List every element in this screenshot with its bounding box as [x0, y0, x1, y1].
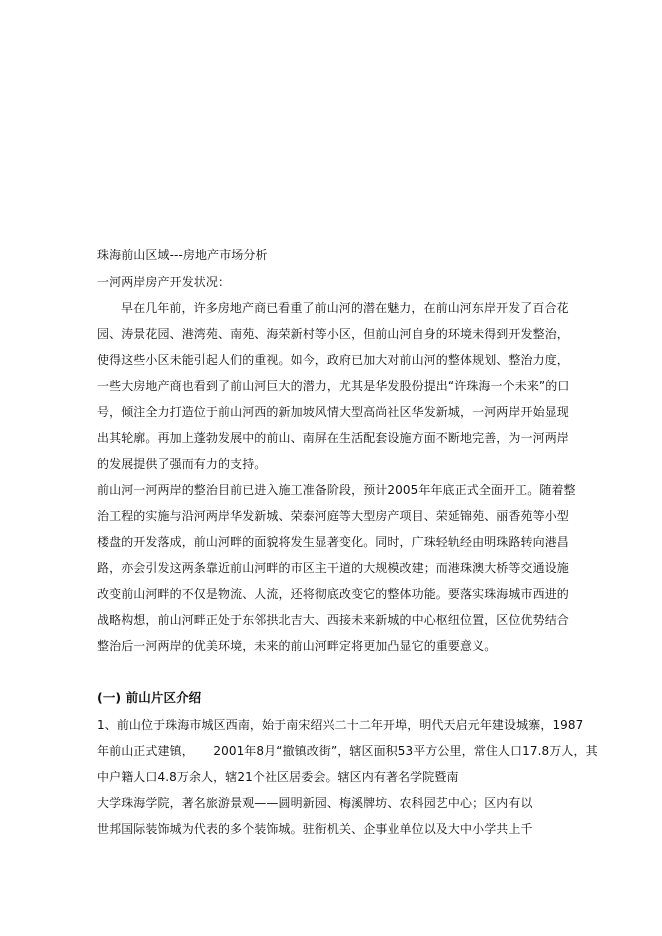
paragraph-line: 路，亦会引发这两条靠近前山河畔的市区主干道的大规模改建；而港珠澳大桥等交通设施	[97, 561, 569, 575]
paragraph-line: 一些大房地产商也看到了前山河巨大的潜力，尤其是华发股份提出“许珠海一个未来”的口	[97, 379, 570, 393]
paragraph-line: 治工程的实施与沿河两岸华发新城、荣泰河庭等大型房产项目、荣延锦苑、丽香苑等小型	[97, 509, 569, 523]
paragraph-line: 楼盘的开发落成，前山河畔的面貌将发生显著变化。同时，广珠轻轨经由明珠路转向港昌	[97, 535, 569, 549]
paragraph-line: 早在几年前，许多房地产商已看重了前山河的潜在魅力，在前山河东岸开发了百合花	[121, 301, 569, 315]
paragraph-line: 园、涛景花园、港湾苑、南苑、海荣新村等小区，但前山河自身的环境未得到开发整治，	[97, 327, 569, 341]
paragraph-line: 中户籍人口4.8万余人，辖21个社区居委会。辖区内有著名学院暨南	[97, 770, 459, 784]
paragraph-line: 整治后一河两岸的优美环境，未来的前山河畔定将更加凸显它的重要意义。	[97, 639, 497, 653]
paragraph-line: 年前山正式建镇， 2001年8月“撤镇改街”，辖区面积53平方公里，常住人口17.8万人，其	[97, 744, 598, 758]
paragraph-line: 的发展提供了强而有力的支持。	[97, 457, 267, 471]
paragraph-line: 号，倾注全力打造位于前山河西的新加坡风情大型高尚社区华发新城，一河两岸开始显现	[97, 405, 569, 419]
paragraph-line: 大学珠海学院，著名旅游景观——圆明新园、梅溪牌坊、农科园艺中心；区内有以	[97, 796, 533, 810]
paragraph-line: 改变前山河畔的不仅是物流、人流，还将彻底改变它的整体功能。要落实珠海城市西进的	[97, 587, 569, 601]
paragraph-line: 前山河一河两岸的整治目前已进入施工准备阶段，预计2005年年底正式全面开工。随着整	[97, 483, 576, 497]
section-heading-qianshan: (一) 前山片区介绍	[97, 690, 202, 705]
paragraph-line: 战略构想，前山河畔正处于东邻拱北吉大、西接未来新城的中心枢纽位置，区位优势结合	[97, 613, 569, 627]
paragraph-line: 使得这些小区未能引起人们的重视。如今，政府已加大对前山河的整体规划、整治力度，	[97, 353, 569, 367]
paragraph-line: 出其轮廓。再加上蓬勃发展中的前山、南屏在生活配套设施方面不断地完善，为一河两岸	[97, 431, 569, 445]
paragraph-line: 1、前山位于珠海市城区西南，始于南宋绍兴二十二年开埠，明代天启元年建设城寨，1987	[97, 718, 584, 732]
paragraph-line: 世邦国际装饰城为代表的多个装饰城。驻衔机关、企事业单位以及大中小学共上千	[97, 822, 533, 836]
document-title: 珠海前山区域---房地产市场分析	[97, 248, 268, 262]
section-heading-development: 一河两岸房产开发状况：	[97, 275, 231, 289]
